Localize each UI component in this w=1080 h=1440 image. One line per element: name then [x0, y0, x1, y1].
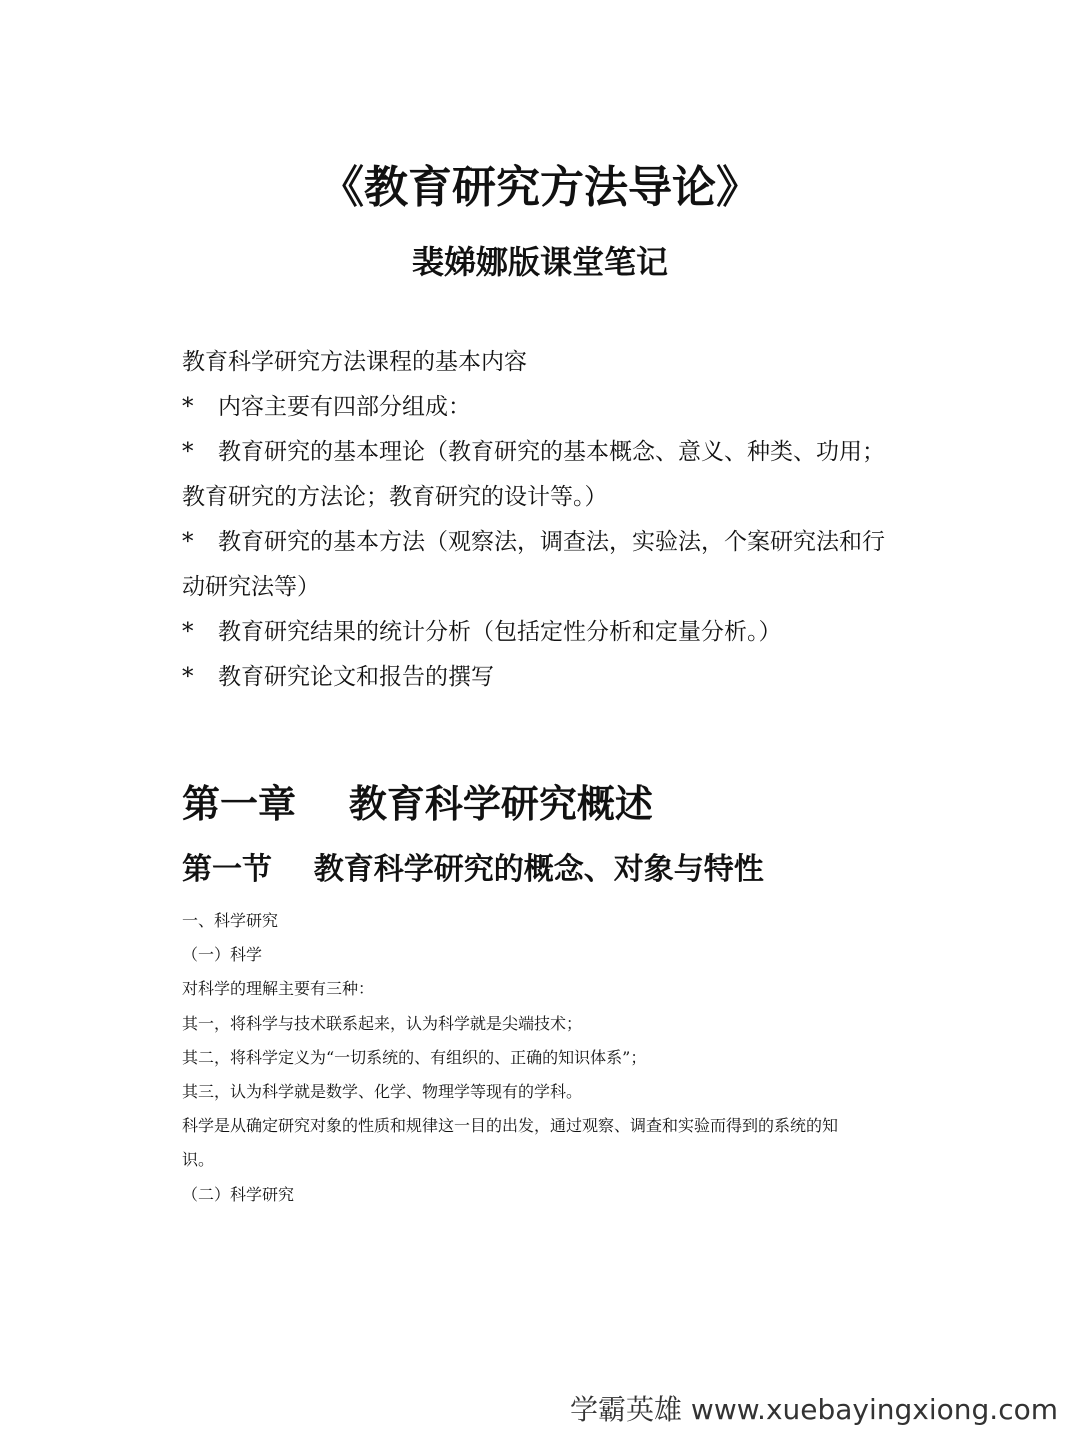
- bullet-text: 教育研究结果的统计分析（包括定性分析和定量分析。）: [218, 619, 782, 645]
- bullet-item: [182, 610, 902, 655]
- bullet-item: [182, 655, 902, 700]
- bullet-continuation: 动研究法等）: [182, 574, 320, 600]
- section-heading: 第一节 教育科学研究的概念、对象与特性: [182, 852, 764, 887]
- bullet-item: [182, 430, 902, 475]
- content-line: 其二，将科学定义为“一切系统的、有组织的、正确的知识体系”；: [182, 1047, 647, 1067]
- intro-heading: 教育科学研究方法课程的基本内容: [182, 349, 527, 375]
- document-title: 《教育研究方法导论》: [320, 162, 760, 213]
- bullet-item: [182, 385, 902, 430]
- document-subtitle: 裴娣娜版课堂笔记: [411, 243, 668, 281]
- asterisk-icon: *: [182, 529, 194, 555]
- content-line: 其三，认为科学就是数学、化学、物理学等现有的学科。: [182, 1081, 583, 1101]
- content-line: 识。: [182, 1150, 215, 1170]
- chapter-heading: 第一章 教育科学研究概述: [182, 781, 653, 826]
- asterisk-icon: *: [182, 394, 194, 420]
- asterisk-icon: *: [182, 439, 194, 465]
- content-line: 对科学的理解主要有三种：: [182, 979, 375, 999]
- content-line: 科学是从确定研究对象的性质和规律这一目的出发，通过观察、调查和实验而得到的系统的知: [182, 1116, 839, 1136]
- asterisk-icon: *: [182, 664, 194, 690]
- bullet-item: [182, 520, 902, 565]
- bullet-continuation: 教育研究的方法论；教育研究的设计等。）: [182, 484, 608, 510]
- content-block: [182, 904, 902, 1212]
- intro-block: [182, 340, 902, 700]
- bullet-text: 教育研究的基本方法（观察法，调查法，实验法，个案研究法和行: [218, 529, 885, 555]
- bullet-text: 内容主要有四部分组成：: [218, 394, 471, 420]
- bullet-text: 教育研究的基本理论（教育研究的基本概念、意义、种类、功用；: [218, 439, 885, 465]
- content-line: （二）科学研究: [182, 1184, 295, 1204]
- content-line: 一、科学研究: [182, 911, 279, 930]
- content-line: （一）科学: [182, 945, 263, 965]
- asterisk-icon: *: [182, 619, 194, 645]
- watermark-text: 学霸英雄 www.xuebayingxiong.com: [570, 1393, 1058, 1426]
- bullet-text: 教育研究论文和报告的撰写: [218, 664, 494, 690]
- content-line: 其一，将科学与技术联系起来，认为科学就是尖端技术；: [182, 1013, 583, 1033]
